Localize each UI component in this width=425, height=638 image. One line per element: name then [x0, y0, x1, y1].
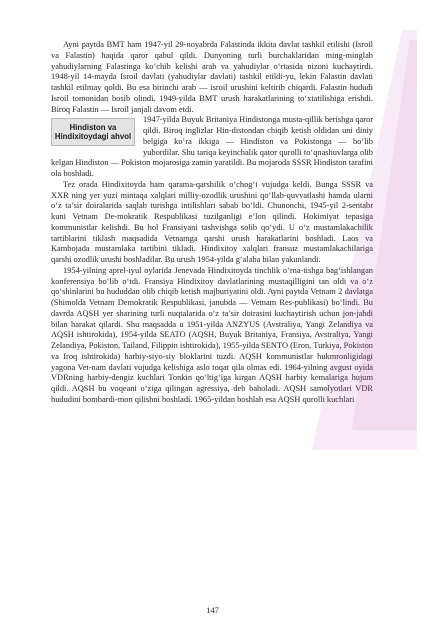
page-number: 147 — [206, 605, 219, 615]
page-body — [51, 40, 373, 406]
section-heading-box — [51, 118, 135, 146]
paragraph-geneva: 1954-yilning aprel-iyul oylarida Jenevada Hindixitoyda tinchlik o‘rna-tishga bag‘ishlangan konferensiya bo‘lib o‘tdi. Fransiya Hindixitoy davlatlarining mustaqilligini tan oldi va o‘z qo‘shinlarini bu hududdan olib chiqib ketish majburiyatini oldi. Ayni paytda Vetnam 2 davlatga (Shimolda Vetnam Demokratik Respublikasi, janubda — Vetnam Res-publikasi) bo‘lindi. Bu davrda AQSH yer sharining turli nuqtalarida o‘z ta’sir doirasini kuchaytirish uchun jon-jahdi bilan harakat qilardi. Shu maqsadda u 1951-yilda ANZYUS (Avstraliya, Yangi Zelandiya va AQSH ishtirokida), 1954-yilda SEATO (AQSH, Buyuk Britaniya, Fransiya, Avstraliya, Yangi Zelandiya, Pokiston, Tailand, Filippin ishtirokida), 1955-yilda SENTO (Eron, Turkiya, Pokiston va Iroq ishtirokida) harbiy-siyo-siy bloklarini tuzdi. AQSH kommunistlar hukmronligidagi yagona Vet-nam davlati vujudga kelishiga aslo toqat qila olmas edi. 1964-yilning avgust oyida VDRning harbiy-dengiz kuchlari Tonkin qo‘ltig‘iga kirgan AQSH harbiy kemalariga hujum qildi. AQSH bu voqeani o‘ziga qilingan agressiya, deb baholadi. AQSH samolyotlari VDR hududini bombardi-mon qilishni boshladi. 1965-yildan boshlab esa AQSH qurolli kuchlari — [51, 265, 373, 404]
paragraph-india: 1947-yilda Buyuk Britaniya Hindistonga musta-qillik berishga qaror qildi. Biroq inglizlar Hin-distondan chiqib ketish oldidan uni diniy belgiga ko‘ra ikkiga — Hindiston va Pokistonga — bo‘lib yubordilar. Shu tariqa keyinchalik qator qurolli to‘qnashuvlarga olib kelgan Hindiston — Pokiston mojarosiga zamin yaratildi. Bu mojaroda SSSR Hindiston tarafini ola boshladi. — [51, 115, 373, 178]
paragraph-palestine: Ayni paytda BMT ham 1947-yil 29-noyabrda Falastinda ikkita davlat tashkil etilishi (Isroil va Falastin) haqida qaror qabul qildi. Dunyoning turli burchaklaridan ming-minglab yahudiylarning Falastinga ko‘chib kelishi arab va yahudiylar o‘rtasida nizoni kuchaytirdi. 1948-yil 14-mayda Isroil davlati (yahudiylar davlati) tashkil etildi-yu, lekin Falastin davlati tashkil etilmay qoldi. Bu esa birinchi arab — isroil urushini keltirib chiqardi. Falastin hududi Isroil tomonidan bosib olindi. 1949-yilda BMT urush harakatlarining to‘xtatilishiga erishdi. Biroq Falastin — Isroil janjali davom etdi. — [51, 40, 373, 114]
section-heading-line-1: Hindiston va — [69, 122, 117, 132]
section-heading-line-2: Hindixitoydagi ahvol — [54, 132, 132, 142]
paragraph-indochina: Tez orada Hindixitoyda ham qarama-qarshilik o‘chog‘i vujudga keldi. Bunga SSSR va XXR ning yer yuzi mintaqa xalqlari milliy-ozodlik urushini qo‘llab-quvvatlashi hamda ularni o‘z ta’sir doiralarida saqlab turishga intilishlari sabab bo‘ldi. Chunonchi, 1945-yil 2-sentabr kuni Vetnam De-mokratik Respublikasi tuzilganligi e’lon qilindi. Hokimiyat tepasiga kommunistlar kelishdi. Bu hol Fransiyani tashvishga solib qo‘ydi. U o‘z mustamlakachilik tartiblarini tiklash maqsadida Vetnamga qarshi urush harakatlarini boshladi. Laos va Kambojada mustamlaka tartibini tikladi. Hindixitoy xalqlari fransuz mustamlakachilariga qarshi ozodlik urushi boshladilar. Bu urush 1954-yilda g‘alaba bilan yakunlandi. — [51, 179, 373, 264]
